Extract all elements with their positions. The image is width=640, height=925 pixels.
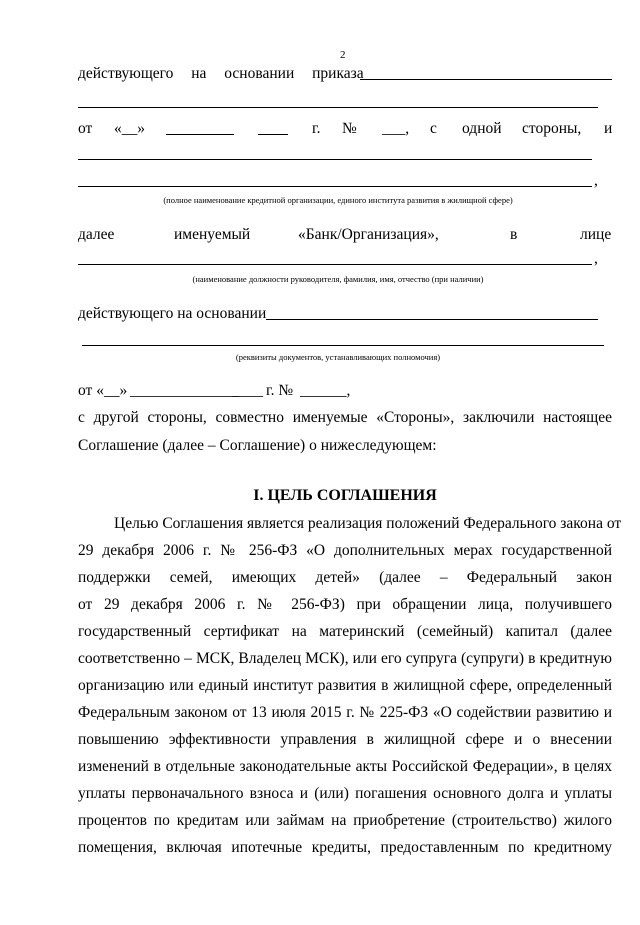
header-line-1 (78, 65, 364, 82)
body-line-11: уплаты первоначального взноса и (или) погашения основного долга и уплаты (78, 785, 612, 802)
body-line-6: соответственно – МСК, Владелец МСК), или его супруга (супруги) в кредитную (78, 650, 612, 667)
section-title: I. ЦЕЛЬ СОГЛАШЕНИЯ (253, 487, 437, 504)
body-line-12: процентов по кредитам или займам на приобретение (строительство) жилого (78, 812, 612, 829)
comma: , (594, 172, 598, 189)
line10-from: от «__» (78, 382, 128, 399)
tail-word-3: стороны, (522, 120, 582, 137)
blank-order-details-cont[interactable] (78, 107, 598, 108)
tail-word-2: одной (462, 120, 502, 137)
line10-blank1[interactable]: ______________ (130, 382, 239, 399)
line10-blank2[interactable]: ____ (232, 382, 263, 399)
blank-org-name-1[interactable] (78, 159, 592, 160)
caption-org: (полное наименование кредитной организации, единого института развития в жилищной сфере) (163, 195, 513, 205)
date-open: «__» (114, 120, 145, 137)
blank-order-details[interactable] (360, 79, 612, 80)
tail-word-1: с (430, 120, 437, 137)
blank-person[interactable] (78, 264, 592, 265)
blank-month[interactable] (166, 134, 234, 135)
blank-basis-cont[interactable] (82, 345, 604, 346)
from-label: от (78, 120, 93, 137)
blank-org-name-2[interactable] (78, 186, 592, 187)
line6-word-4: в (510, 226, 518, 243)
page-number: 2 (340, 49, 346, 61)
body-line-13: помещения, включая ипотечные кредиты, предоставленным по кредитному (78, 839, 612, 856)
line11: с другой стороны, совместно именуемые «Стороны», заключили настоящее (78, 409, 612, 426)
line6-word-2: именуемый (174, 226, 251, 243)
blank-basis[interactable] (266, 319, 598, 320)
body-line-7: организацию или единый институт развития в жилищной сфере, определенный (78, 677, 612, 694)
caption-person: (наименование должности руководителя, фамилия, имя, отчество (при наличии) (192, 274, 484, 284)
comma-2: , (594, 250, 598, 267)
line6-word-5: лице (580, 226, 612, 243)
line6-word-3: «Банк/Организация», (298, 226, 439, 243)
body-line-5: государственный сертификат на материнский (семейный) капитал (далее (78, 623, 612, 640)
body-line-4: от 29 декабря 2006 г. № 256-ФЗ) при обращении лица, получившего (78, 596, 612, 613)
year-suffix: г. (312, 120, 321, 137)
blank-year[interactable] (258, 134, 288, 135)
header-line-1-text: действующего на основании приказа (78, 65, 364, 82)
body-line-9: повышению эффективности управления в жилищной сфере и о внесении (78, 731, 612, 748)
body-line-1: Целью Соглашения является реализация положений Федерального закона от (114, 515, 622, 532)
line10-blank3[interactable]: ______, (300, 382, 351, 399)
line6-word-1: далее (78, 226, 115, 243)
caption-docs: (реквизиты документов, устанавливающих полномочия) (235, 352, 441, 362)
line12: Соглашение (далее – Соглашение) о нижеследующем: (78, 437, 437, 454)
line8-text: действующего на основании (78, 305, 267, 322)
line10-year-no: г. № (266, 382, 294, 399)
number-blank[interactable]: ___, (382, 120, 410, 137)
body-line-8: Федеральным законом от 13 июля 2015 г. № 225-ФЗ «О содействии развитию и (78, 704, 612, 721)
body-line-3: поддержки семей, имеющих детей» (далее – Федеральный закон (78, 569, 612, 586)
tail-word-4: и (604, 120, 613, 137)
body-line-2: 29 декабря 2006 г. № 256-ФЗ «О дополнительных мерах государственной (78, 542, 612, 559)
number-sign: № (342, 120, 357, 137)
body-line-10: изменений в отдельные законодательные акты Российской Федерации», в целях (78, 758, 612, 775)
